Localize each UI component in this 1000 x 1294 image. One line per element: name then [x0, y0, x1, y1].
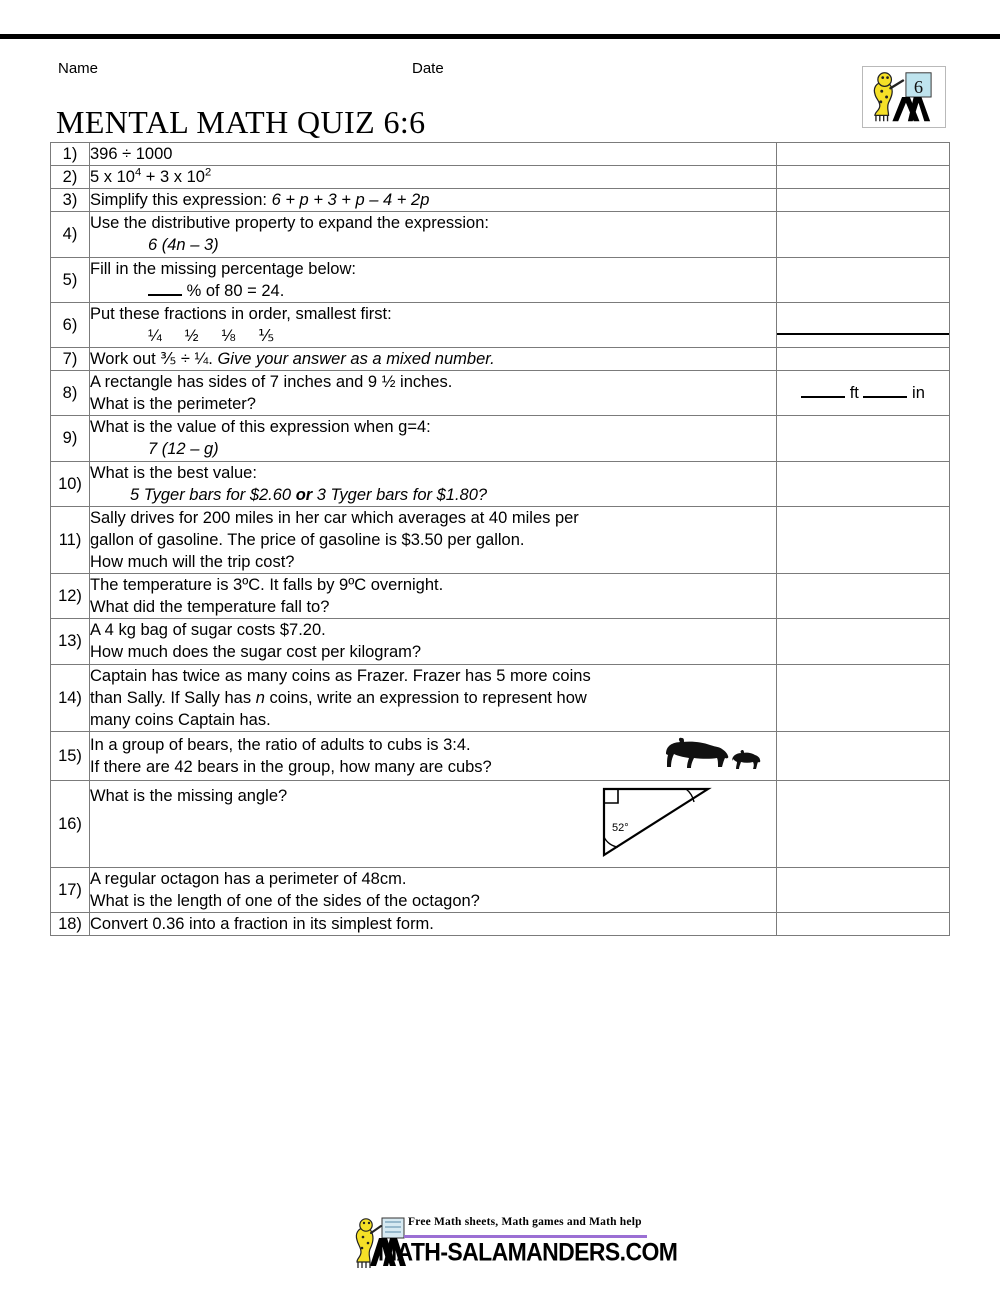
question-number: 8) [51, 371, 90, 416]
question-text [90, 166, 777, 189]
right-triangle-diagram [590, 781, 776, 867]
table-row [51, 913, 950, 936]
question-number: 4) [51, 212, 90, 257]
question-text [90, 212, 777, 257]
answer-cell[interactable] [777, 302, 950, 347]
bear-icon [658, 732, 762, 774]
question-text [90, 461, 777, 506]
question-line: many coins Captain has. [90, 710, 271, 729]
quiz-questions-table [50, 142, 950, 936]
question-text [90, 913, 777, 936]
question-text [90, 664, 777, 731]
question-number: 5) [51, 257, 90, 302]
question-line: How much does the sugar cost per kilogram? [90, 643, 422, 662]
answer-cell[interactable] [777, 143, 950, 166]
fraction-list [90, 325, 776, 347]
math-salamanders-header-logo [862, 66, 946, 128]
table-row [51, 302, 950, 347]
answer-cell[interactable] [777, 506, 950, 573]
question-text [90, 371, 777, 416]
question-text [90, 731, 777, 780]
instruction: Give your answer as a mixed number. [217, 349, 495, 368]
exponent: 4 [134, 166, 142, 179]
question-line: % of 80 = 24. [90, 280, 776, 302]
answer-blank[interactable] [820, 332, 863, 335]
name-label: Name [58, 60, 99, 77]
question-line: 5 Tyger bars for $2.60 or 3 Tyger bars for $1.80? [130, 485, 488, 504]
answer-cell[interactable] [777, 913, 950, 936]
logo-number-text: 6 [913, 77, 924, 98]
table-row [51, 212, 950, 257]
question-line: Convert 0.36 into a fraction in its simplest form. [90, 915, 434, 934]
question-line: In a group of bears, the ratio of adults to cubs is 3:4. [90, 735, 471, 754]
question-number: 13) [51, 619, 90, 664]
question-text [90, 257, 777, 302]
question-text [90, 506, 777, 573]
table-row [51, 143, 950, 166]
question-number: 11) [51, 506, 90, 573]
answer-cell[interactable] [777, 868, 950, 913]
question-text [90, 347, 777, 370]
question-line: What is the missing angle? [90, 786, 288, 805]
question-text [90, 574, 777, 619]
question-number: 12) [51, 574, 90, 619]
table-row [51, 371, 950, 416]
question-number: 17) [51, 868, 90, 913]
fraction-item: ½ [184, 326, 199, 345]
question-number: 1) [51, 143, 90, 166]
answer-blank[interactable] [148, 294, 182, 296]
fraction-item: ¼ [148, 326, 162, 345]
table-row [51, 868, 950, 913]
unit-label: in [912, 384, 925, 403]
angle-label: 52° [612, 821, 629, 834]
question-line: A 4 kg bag of sugar costs $7.20. [90, 621, 326, 640]
question-line: What is the perimeter? [90, 395, 256, 414]
fraction-item: ⅕ [258, 326, 275, 345]
question-text [90, 780, 777, 867]
answer-units-row [777, 382, 949, 404]
question-number: 14) [51, 664, 90, 731]
triangle-icon [590, 781, 718, 861]
expression: 6 (4n – 3) [148, 236, 219, 255]
question-line: than Sally. If Sally has n coins, write an expression to represent how [90, 688, 587, 707]
question-line: A rectangle has sides of 7 inches and 9 ½ inches. [90, 373, 453, 392]
question-line: A regular octagon has a perimeter of 48cm. [90, 870, 407, 889]
answer-cell[interactable] [777, 189, 950, 212]
answer-cell[interactable] [777, 731, 950, 780]
table-row [51, 347, 950, 370]
answer-cell[interactable] [777, 461, 950, 506]
answer-cell[interactable] [777, 780, 950, 867]
question-text [90, 302, 777, 347]
question-line: Fill in the missing percentage below: [90, 259, 356, 278]
salamander-easel-icon [863, 67, 945, 127]
expression: 7 (12 – g) [148, 440, 219, 459]
answer-cell[interactable] [777, 347, 950, 370]
question-text [90, 868, 777, 913]
table-row [51, 780, 950, 867]
question-text [90, 619, 777, 664]
question-text [90, 416, 777, 461]
question-line: What is the value of this expression when g=4: [90, 418, 431, 437]
question-line: 396 ÷ 1000 [90, 145, 173, 163]
question-line: 5 x $10^4 + 3$ x $10^2$ [90, 166, 212, 187]
page-top-rule [0, 34, 1000, 39]
question-text [90, 189, 777, 212]
question-line: Put these fractions in order, smallest first: [90, 304, 392, 323]
question-text [90, 143, 777, 166]
question-line: What did the temperature fall to? [90, 598, 330, 617]
answer-blank[interactable] [863, 396, 907, 398]
question-line: Sally drives for 200 miles in her car which averages at 40 miles per [90, 508, 579, 527]
variable: n [255, 688, 265, 707]
bears-illustration [650, 732, 776, 780]
answer-cell[interactable] [777, 371, 950, 416]
question-line: How much will the trip cost? [90, 552, 295, 571]
table-row [51, 461, 950, 506]
question-number: 15) [51, 731, 90, 780]
question-number: 10) [51, 461, 90, 506]
question-line: If there are 42 bears in the group, how many are cubs? [90, 757, 492, 776]
table-row [51, 664, 950, 731]
question-number: 7) [51, 347, 90, 370]
answer-cell[interactable] [777, 416, 950, 461]
footer-tagline: Free Math sheets, Math games and Math help [408, 1216, 642, 1228]
answer-blank[interactable] [777, 332, 820, 335]
question-number: 6) [51, 302, 90, 347]
table-row [51, 619, 950, 664]
answer-cell[interactable] [777, 619, 950, 664]
question-line: gallon of gasoline. The price of gasoline is $3.50 per gallon. [90, 530, 525, 549]
page-title: MENTAL MATH QUIZ 6:6 [56, 104, 426, 140]
fraction-item: ⅛ [221, 326, 236, 345]
answer-cell[interactable] [777, 166, 950, 189]
table-row [51, 257, 950, 302]
question-line: Simplify this expression: 6 + p + 3 + p – 4 + 2p [90, 191, 430, 210]
exponent: 2 [204, 166, 212, 179]
question-number: 18) [51, 913, 90, 936]
footer-url: MATH-SALAMANDERS.COM [378, 1238, 678, 1267]
answer-cell[interactable] [777, 212, 950, 257]
question-number: 3) [51, 189, 90, 212]
table-row [51, 416, 950, 461]
question-number: 16) [51, 780, 90, 867]
table-row [51, 506, 950, 573]
answer-blank-group [777, 310, 949, 339]
question-number: 2) [51, 166, 90, 189]
answer-cell[interactable] [777, 664, 950, 731]
date-label: Date [412, 60, 444, 77]
question-line: What is the length of one of the sides of the octagon? [90, 892, 480, 911]
expression: 6 + p + 3 + p – 4 + 2p [271, 191, 430, 210]
question-number: 9) [51, 416, 90, 461]
answer-blank[interactable] [906, 332, 949, 335]
answer-cell[interactable] [777, 574, 950, 619]
question-line: Use the distributive property to expand the expression: [90, 214, 489, 233]
question-line: Captain has twice as many coins as Frazer. Frazer has 5 more coins [90, 666, 591, 685]
question-line: What is the best value: [90, 463, 257, 482]
table-row [51, 166, 950, 189]
question-line: The temperature is 3ºC. It falls by 9ºC overnight. [90, 576, 444, 595]
answer-blank[interactable] [801, 396, 845, 398]
answer-blank[interactable] [863, 332, 906, 335]
answer-cell[interactable] [777, 257, 950, 302]
table-row [51, 189, 950, 212]
conjunction: or [295, 485, 313, 504]
table-row [51, 574, 950, 619]
question-line: Work out ⅗ ÷ ¼. Give your answer as a mixed number. [90, 349, 495, 368]
table-row [51, 731, 950, 780]
unit-label: ft [849, 384, 859, 403]
